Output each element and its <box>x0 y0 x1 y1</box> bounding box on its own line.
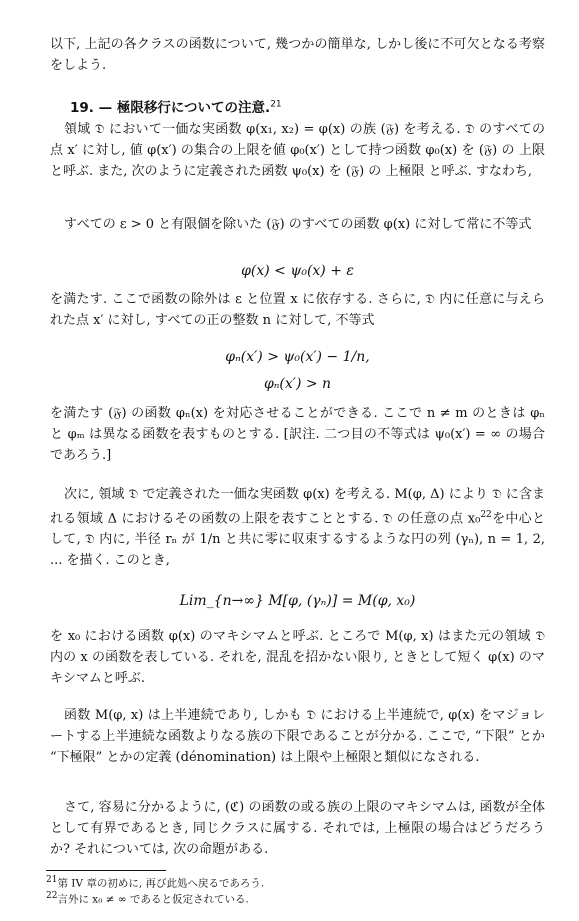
section-heading <box>70 96 282 116</box>
footnote-21-text: 第 IV 章の初めに, 再び此処へ戻るであろう. <box>57 877 265 890</box>
section-heading-text: 19. — 極限移行についての注意. <box>70 100 271 116</box>
equation-1: φ(x) < ψ₀(x) + ε <box>241 263 354 279</box>
paragraph-maximum-def-b: を中心として, 𝔇 内に, 半径 rₙ が 1/n と共に零に収束するするような円の列 (γₙ), n = 1, 2, ... を描く. このとき, <box>50 511 545 569</box>
paragraph-proposition-intro: さて, 容易に分かるように, (ℭ) の函数の或る族の上限のマキシマムは, 函数が全体として有界であるとき, 同じクラスに属する. それでは, 上極限の場合はどうだろうか? それについては, 次の命題がある. <box>50 800 545 857</box>
equation-3: φₙ(x′) > n <box>263 376 332 392</box>
paragraph-maximum-name: を x₀ における函数 φ(x) のマキシマムと呼ぶ. ところで M(φ, x) はまた元の領域 𝔇 内の x の函数を表している. それを, 混乱を招かない限り, ときとして短く φ(x) のマキシマムと呼ぶ. <box>50 629 545 686</box>
footnote-divider <box>46 870 166 871</box>
equation-2: φₙ(x′) > ψ₀(x′) − 1/n, <box>225 349 370 365</box>
paragraph-maximum-def <box>50 484 545 571</box>
footnote-ref-22: 22 <box>480 510 492 520</box>
footnote-22-text: 言外に x₀ ≠ ∞ であると仮定されている. <box>57 893 249 906</box>
intro-paragraph: 以下, 上記の各クラスの函数について, 幾つかの簡単な, しかし後に不可欠となる考察をしよう. <box>50 37 545 73</box>
paragraph-maximum-def-a: 次に, 領域 𝔇 で定義された一価な実函数 φ(x) を考える. M(φ, Δ) により 𝔇 に含まれる領域 Δ におけるその函数の上限を表すこととする. 𝔇 の任意の点 x₀ <box>50 487 545 527</box>
footnote-22-number: 22 <box>46 891 58 901</box>
paragraph-sequence: を満たす (𝔉) の函数 φₙ(x) を対応させることができる. ここで n ≠ m のときは φₙ と φₘ は異なる函数を表すものとする. [訳注. 二つ目の不等式は ψ₀(x′) = ∞ の場合であろう.] <box>50 406 545 463</box>
paragraph-semicontinuity: 函数 M(φ, x) は上半連続であり, しかも 𝔇 における上半連続で, φ(x) をマジョレートする上半連続な函数よりなる族の下限であることが分かる. ここで, “下限” とか “下極限” とかの定義 (dénomination) は上限や上極限と類似になされる. <box>50 708 545 765</box>
paragraph-definition: 領域 𝔇 において一価な実函数 φ(x₁, x₂) = φ(x) の族 (𝔉) を考える. 𝔇 のすべての点 x′ に対し, 値 φ(x′) の集合の上限を値 φ₀(x′) として持つ函数 φ₀(x) を (𝔉) の 上限 と呼ぶ. また, 次のように定義された函数 ψ₀(x) を (𝔉) の 上極限 と呼ぶ. すなわち, <box>50 122 545 179</box>
paragraph-exclusion: を満たす. ここで函数の除外は ε と位置 x に依存する. さらに, 𝔇 内に任意に与えられた点 x′ に対し, すべての正の整数 n に対して, 不等式 <box>50 292 545 328</box>
equation-4: Lim_{n→∞} M[φ, (γₙ)] = M(φ, x₀) <box>179 593 416 609</box>
paragraph-condition: すべての ε > 0 と有限個を除いた (𝔉) のすべての函数 φ(x) に対して常に不等式 <box>64 217 532 232</box>
footnote-ref-21: 21 <box>270 99 282 110</box>
footnote-21-number: 21 <box>46 875 58 885</box>
footnote-22 <box>46 889 546 908</box>
